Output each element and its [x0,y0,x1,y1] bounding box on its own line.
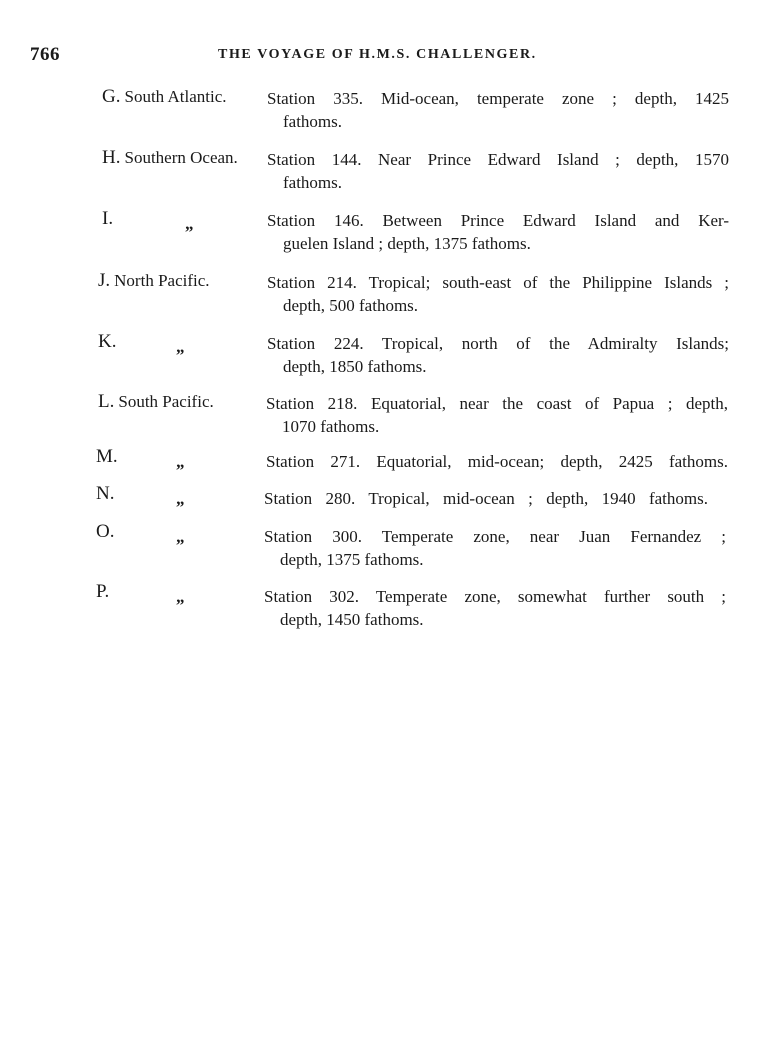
ditto-mark: „ [176,489,185,508]
entry-region: South Pacific. [118,392,214,411]
description-line: Station 300. Temperate zone, near Juan Fernandez ; [264,527,726,546]
page-number: 766 [30,44,60,65]
description-line: guelen Island ; depth, 1375 fathoms. [283,234,531,253]
entry-label [96,483,114,505]
ditto-mark: „ [185,214,194,233]
entry-description [266,450,728,473]
entry-key: M. [96,446,118,467]
entry-label [102,147,238,169]
entry-description [264,487,708,510]
entry-label [98,270,210,292]
entry-description [266,392,728,438]
entry-label [102,86,226,108]
description-line: depth, 1450 fathoms. [280,610,424,629]
description-line: Station 144. Near Prince Edward Island ; depth, 1570 [267,150,729,169]
entry-label [96,446,118,468]
entry-key: G. [102,86,121,107]
entry-key: K. [98,331,117,352]
running-title: THE VOYAGE OF H.M.S. CHALLENGER. [218,47,537,62]
entry-key: P. [96,581,110,602]
entry-key: H. [102,147,121,168]
description-line: Station 146. Between Prince Edward Island and Ker- [267,211,729,230]
description-line: depth, 1375 fathoms. [280,550,424,569]
description-line: Station 224. Tropical, north of the Admiralty Islands; [267,334,729,353]
entry-description [267,148,729,194]
description-line: Station 302. Temperate zone, somewhat further south ; [264,587,726,606]
description-line: Station 214. Tropical; south-east of the Philippine Islands ; [267,273,729,292]
entry-label [96,581,109,603]
description-line: depth, 500 fathoms. [283,296,419,315]
entry-key: I. [102,208,114,229]
ditto-mark: „ [176,452,185,471]
description-line: 1070 fathoms. [282,417,380,436]
description-line: fathoms. [283,112,343,131]
description-line: Station 218. Equatorial, near the coast of Papua ; depth, [266,394,728,413]
entry-description [267,332,729,378]
description-line: depth, 1850 fathoms. [283,357,427,376]
entry-key: O. [96,521,115,542]
entry-region: South Atlantic. [124,87,227,106]
entry-description [267,271,729,317]
entry-description [264,525,726,571]
entry-label [102,208,113,230]
entry-key: L. [98,391,115,412]
description-line: Station 335. Mid-ocean, temperate zone ; depth, 1425 [267,89,729,108]
entry-region: Southern Ocean. [124,148,238,167]
ditto-mark: „ [176,527,185,546]
entry-description [267,209,729,255]
description-line: Station 280. Tropical, mid-ocean ; depth, 1940 fathoms. [264,489,708,508]
entry-key: N. [96,483,115,504]
entry-description [264,585,726,631]
entry-label [96,521,114,543]
entry-description [267,87,729,133]
ditto-mark: „ [176,587,185,606]
description-line: Station 271. Equatorial, mid-ocean; depth, 2425 fathoms. [266,452,728,471]
ditto-mark: „ [176,337,185,356]
description-line: fathoms. [283,173,343,192]
entry-region: North Pacific. [114,271,210,290]
entry-label [98,391,214,413]
entry-label [98,331,116,353]
entry-key: J. [98,270,111,291]
